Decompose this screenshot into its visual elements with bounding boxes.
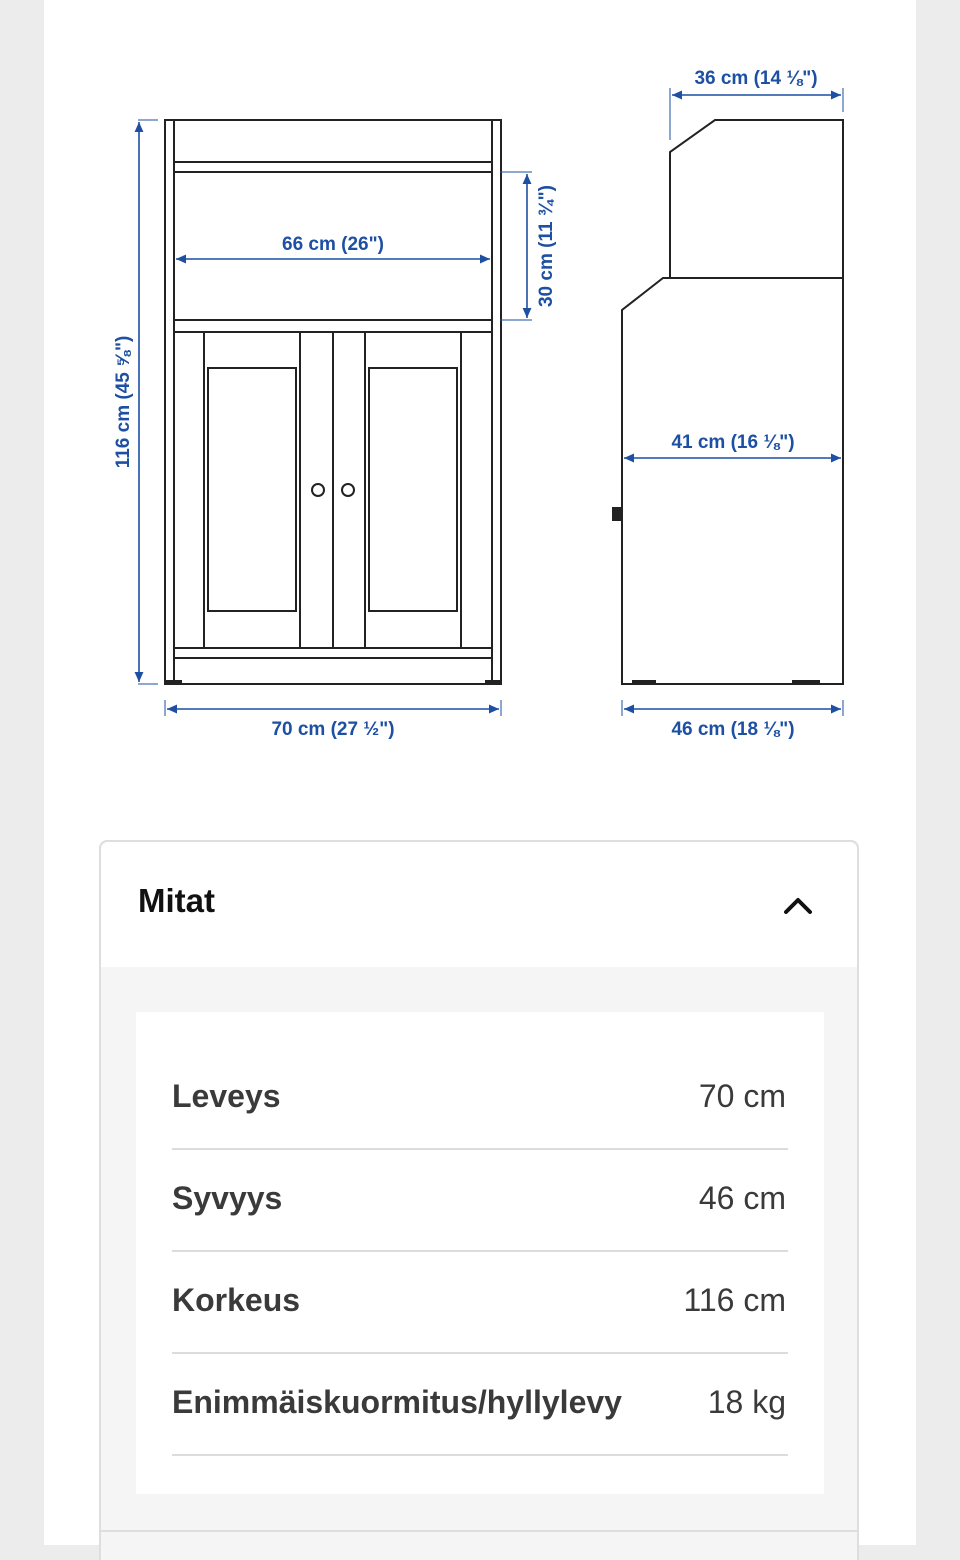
front-view	[165, 120, 501, 684]
dimension-value: 70 cm	[698, 1078, 786, 1114]
dimension-row-depth	[172, 1148, 788, 1252]
side-top-depth-label: 36 cm (14 ⅛")	[694, 68, 818, 89]
chevron-up-icon[interactable]	[781, 890, 815, 920]
dimension-label: Leveys	[172, 1078, 281, 1114]
dimension-label: Korkeus	[172, 1282, 301, 1318]
dimensions-accordion	[99, 840, 859, 1560]
side-view	[613, 120, 843, 684]
total-height-label: 116 cm (45 ⅝")	[113, 335, 134, 469]
dimension-row-width	[172, 1046, 788, 1150]
dimension-value: 46 cm	[698, 1180, 786, 1216]
side-mid-depth-label: 41 cm (16 ⅛")	[671, 432, 795, 453]
next-section-divider	[99, 1530, 859, 1532]
dimension-row-height	[172, 1250, 788, 1354]
dimension-label: Syvyys	[172, 1180, 283, 1216]
side-depth-label: 46 cm (18 ⅛")	[671, 719, 795, 740]
dimensions-panel	[136, 1012, 824, 1494]
accordion-header[interactable]	[101, 842, 857, 967]
front-width-label: 70 cm (27 ½")	[271, 719, 395, 740]
dimension-lines	[138, 88, 843, 716]
inner-width-label: 66 cm (26")	[282, 234, 384, 255]
dimension-value: 18 kg	[707, 1384, 786, 1420]
dimension-row-max-load	[172, 1352, 788, 1456]
dimension-label: Enimmäiskuormitus/hyllylevy	[172, 1384, 622, 1420]
top-height-label: 30 cm (11 ¾")	[536, 184, 557, 308]
accordion-title: Mitat	[138, 882, 215, 919]
dimension-value: 116 cm	[683, 1282, 786, 1318]
